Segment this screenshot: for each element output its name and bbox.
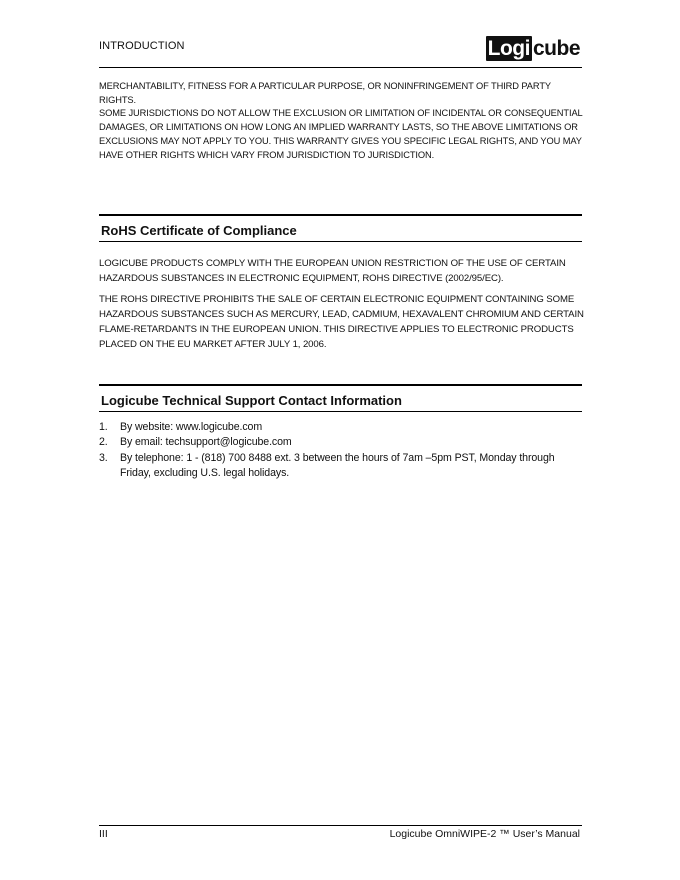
list-item-number: 3. (99, 451, 108, 464)
footer-divider (99, 825, 582, 826)
rohs-paragraph: LOGICUBE PRODUCTS COMPLY WITH THE EUROPEAN UNION RESTRICTION OF THE USE OF CERTAIN HAZARDOUS SUBSTANCES IN ELECTRONIC EQUIPMENT, ROHS DIRECTIVE (2002/95/EC). (99, 258, 566, 284)
warranty-text (99, 80, 589, 162)
list-item-text: By website: www.logicube.com (120, 421, 263, 433)
manual-title: Logicube OmniWIPE-2 ™ User’s Manual (389, 828, 580, 840)
list-item (99, 451, 582, 482)
rohs-title: RoHS Certificate of Compliance (101, 223, 297, 238)
page-number: III (99, 828, 108, 840)
list-item (99, 435, 582, 450)
list-item-number: 2. (99, 436, 108, 449)
warranty-paragraph: SOME JURISDICTIONS DO NOT ALLOW THE EXCLUSION OR LIMITATION OF INCIDENTAL OR CONSEQUENTIAL DAMAGES, OR LIMITATIONS ON HOW LONG AN IMPLIED WARRANTY LASTS, SO THE ABOVE LIMITATIONS OR EXCLUSIONS MAY NOT APPLY TO YOU. THIS WARRANTY GIVES YOU SPECIFIC LEGAL RIGHTS, AND YOU MAY HAVE OTHER RIGHTS WHICH VARY FROM JURISDICTION TO JURISDICTION. (99, 108, 583, 160)
warranty-paragraph: MERCHANTABILITY, FITNESS FOR A PARTICULAR PURPOSE, OR NONINFRINGEMENT OF THIRD PARTY RIGHTS. (99, 81, 551, 105)
list-item (99, 420, 582, 435)
rohs-text (99, 256, 589, 358)
logicube-logo (486, 36, 580, 61)
support-section-heading (99, 384, 582, 412)
page-header (99, 30, 582, 68)
header-divider (99, 67, 582, 68)
list-item-number: 1. (99, 421, 108, 433)
rohs-section-heading (99, 214, 582, 242)
support-title: Logicube Technical Support Contact Information (101, 393, 402, 408)
header-section-title: INTRODUCTION (99, 40, 185, 52)
logo-rest-text: cube (532, 37, 580, 60)
logo-boxed-text: Logi (487, 37, 530, 60)
list-item-text: By email: techsupport@logicube.com (120, 436, 292, 449)
list-item-text: By telephone: 1 - (818) 700 8488 ext. 3 between the hours of 7am –5pm PST, Monday through Friday, excluding U.S. legal holidays. (120, 451, 555, 480)
rohs-paragraph: THE ROHS DIRECTIVE PROHIBITS THE SALE OF CERTAIN ELECTRONIC EQUIPMENT CONTAINING SOME HAZARDOUS SUBSTANCES SUCH AS MERCURY, LEAD, CADMIUM, HEXAVALENT CHROMIUM AND CERTAIN FLAME-RETARDANTS IN THE EUROPEAN UNION. THIS DIRECTIVE APPLIES TO ELECTRONIC PRODUCTS PLACED ON THE EU MARKET AFTER JULY 1, 2006. (99, 294, 584, 350)
support-contact-list (99, 420, 582, 482)
